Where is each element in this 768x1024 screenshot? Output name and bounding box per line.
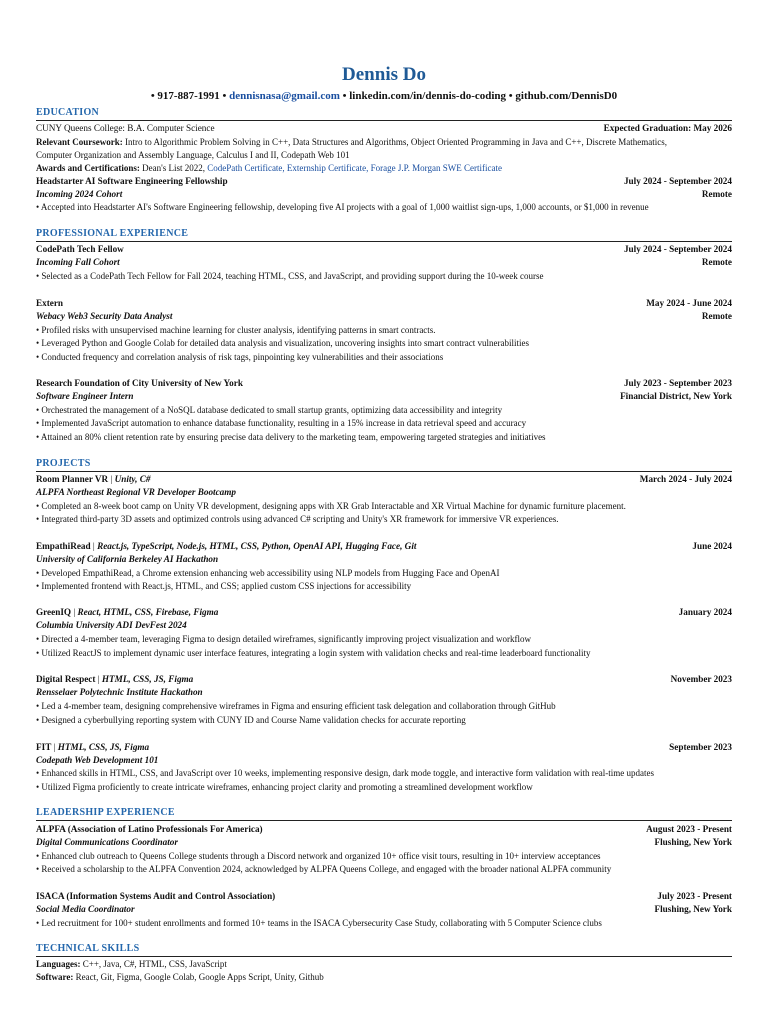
project-subtitle-row: Codepath Web Development 101: [36, 755, 159, 765]
coursework-line1: Relevant Coursework: Intro to Algorithmic Problem Solving in C++, Data Structures and Algorithms, Object Oriented Programming in Java and C++, Discrete Mathematics,: [36, 137, 667, 147]
section-heading-professional: PROFESSIONAL EXPERIENCE: [36, 228, 732, 242]
section-heading-projects: PROJECTS: [36, 458, 732, 472]
certifications-links[interactable]: CodePath Certificate, Externship Certificate, Forage J.P. Morgan SWE Certificate: [207, 163, 502, 173]
section-heading-education: EDUCATION: [36, 107, 732, 121]
contact-line: [0, 90, 768, 102]
bullet: • Enhanced skills in HTML, CSS, and JavaScript over 10 weeks, implementing responsive design, dark mode toggle, and interactive form validation with real-time updates: [36, 768, 655, 778]
leadership-title-row: ALPFA (Association of Latino Professionals For America) August 2023 - Present: [36, 824, 732, 834]
bullet: • Accepted into Headstarter AI's Software Engineering fellowship, developing five AI projects with a goal of 1,000 waitlist sign-ups, 1,000 accounts, or $1,000 in revenue: [36, 202, 649, 212]
job-title-row: Extern May 2024 - June 2024: [36, 298, 732, 308]
bullet: • Designed a cyberbullying reporting system with CUNY ID and Course Name validation checks for accurate reporting: [36, 715, 466, 725]
fellowship-dates: July 2024 - September 2024: [623, 176, 732, 186]
section-heading-leadership: LEADERSHIP EXPERIENCE: [36, 807, 732, 821]
project-title-row: Room Planner VR | Unity, C# March 2024 - July 2024: [36, 474, 732, 484]
job-subtitle-row: Software Engineer Intern Financial District, New York: [36, 391, 732, 401]
bullet: • Utilized Figma proficiently to create intricate wireframes, enhancing project clarity and promoting a streamlined development workflow: [36, 782, 533, 792]
bullet: • Led a 4-member team, designing comprehensive wireframes in Figma and ensuring efficient task delegation and collaboration through GitHub: [36, 701, 556, 711]
fellowship-title-row: [36, 175, 732, 187]
bullet: • Developed EmpathiRead, a Chrome extension enhancing web accessibility using NLP models from Hugging Face and OpenAI: [36, 568, 500, 578]
coursework-line2: Computer Organization and Assembly Language, Calculus I and II, Codepath Web 101: [36, 150, 350, 160]
bullet: • Implemented frontend with React.js, HTML, and CSS; applied custom CSS injections for accessibility: [36, 581, 412, 591]
bullet: • Directed a 4-member team, leveraging Figma to design detailed wireframes, significantly improving project visualization and workflow: [36, 634, 531, 644]
skills-software: Software: React, Git, Figma, Google Colab, Google Apps Script, Unity, Github: [36, 972, 324, 982]
email-link[interactable]: dennisnasa@gmail.com: [229, 90, 340, 102]
project-subtitle-row: Columbia University ADI DevFest 2024: [36, 620, 187, 630]
bullet: • Led recruitment for 100+ student enrollments and formed 10+ teams in the ISACA Cybersecurity Case Study, collaborating with 5 Computer Science clubs: [36, 918, 602, 928]
bullet: • Orchestrated the management of a NoSQL database dedicated to small startup grants, optimizing data accessibility and integrity: [36, 405, 503, 415]
job-subtitle-row: Incoming Fall Cohort Remote: [36, 257, 732, 267]
bullet: • Completed an 8-week boot camp on Unity VR development, designing apps with XR Grab Interactable and XR Virtual Machine for dynamic furniture placement.: [36, 501, 626, 511]
linkedin-link[interactable]: • linkedin.com/in/dennis-do-coding •: [339, 90, 516, 102]
bullet: • Selected as a CodePath Tech Fellow for Fall 2024, teaching HTML, CSS, and JavaScript, and providing support during the 10-week course: [36, 271, 544, 281]
bullet: • Implemented JavaScript automation to enhance database functionality, resulting in a 15% increase in data retrieval speed and accuracy: [36, 418, 527, 428]
fellowship-title: Headstarter AI Software Engineering Fellowship: [36, 176, 228, 186]
leadership-title-row: ISACA (Information Systems Audit and Control Association) July 2023 - Present: [36, 891, 732, 901]
fellowship-subtitle-row: Incoming 2024 Cohort Remote: [36, 189, 732, 199]
job-title-row: CodePath Tech Fellow July 2024 - September 2024: [36, 244, 732, 254]
bullet: • Leveraged Python and Google Colab for detailed data analysis and visualization, uncovering insights into smart contract vulnerabilities: [36, 338, 530, 348]
project-title-row: Digital Respect | HTML, CSS, JS, Figma November 2023: [36, 674, 732, 684]
awards-line: Awards and Certifications: Dean's List 2022, CodePath Certificate, Externship Certificate, Forage J.P. Morgan SWE Certificate: [36, 163, 502, 173]
job-subtitle-row: Webacy Web3 Security Data Analyst Remote: [36, 311, 732, 321]
education-school-row: [36, 122, 732, 134]
github-link[interactable]: github.com/DennisD0: [515, 90, 618, 102]
leadership-subtitle-row: Digital Communications Coordinator Flushing, New York: [36, 837, 732, 847]
section-heading-skills: TECHNICAL SKILLS: [36, 943, 732, 957]
leadership-subtitle-row: Social Media Coordinator Flushing, New York: [36, 904, 732, 914]
bullet: • Conducted frequency and correlation analysis of risk tags, pinpointing key vulnerabilities and their associations: [36, 352, 444, 362]
project-subtitle-row: Rensselaer Polytechnic Institute Hackathon: [36, 687, 203, 697]
bullet: • Profiled risks with unsupervised machine learning for cluster analysis, identifying patterns in smart contracts.: [36, 325, 436, 335]
project-title-row: FIT | HTML, CSS, JS, Figma September 2023: [36, 742, 732, 752]
bullet: • Enhanced club outreach to Queens College students through a Discord network and organized 10+ office visit tours, resulting in 10+ interview acceptances: [36, 851, 601, 861]
bullet: • Received a scholarship to the ALPFA Convention 2024, acknowledged by ALPFA Queens College, and engaged with the broader national ALPFA community: [36, 864, 612, 874]
phone: • 917-887-1991 •: [150, 90, 230, 102]
school: CUNY Queens College: B.A. Computer Science: [36, 123, 215, 133]
project-subtitle-row: University of California Berkeley AI Hackathon: [36, 554, 219, 564]
project-title-row: EmpathiRead | React.js, TypeScript, Node.js, HTML, CSS, Python, OpenAI API, Hugging Face, Git June 2024: [36, 541, 732, 551]
candidate-name: Dennis Do: [342, 64, 426, 85]
bullet: • Integrated third-party 3D assets and optimized controls using advanced C# scripting and Unity's XR framework for immersive VR experiences.: [36, 514, 559, 524]
job-title-row: Research Foundation of City University of New York July 2023 - September 2023: [36, 378, 732, 388]
project-title-row: GreenIQ | React, HTML, CSS, Firebase, Figma January 2024: [36, 607, 732, 617]
project-subtitle-row: ALPFA Northeast Regional VR Developer Bootcamp: [36, 487, 237, 497]
skills-languages: Languages: C++, Java, C#, HTML, CSS, JavaScript: [36, 959, 227, 969]
graduation-date: Expected Graduation: May 2026: [603, 123, 732, 133]
bullet: • Utilized ReactJS to implement dynamic user interface features, integrating a login system with validation checks and real-time leaderboard functionality: [36, 648, 591, 658]
bullet: • Attained an 80% client retention rate by ensuring precise data delivery to the marketing team, empowering targeted strategies and initiatives: [36, 432, 546, 442]
